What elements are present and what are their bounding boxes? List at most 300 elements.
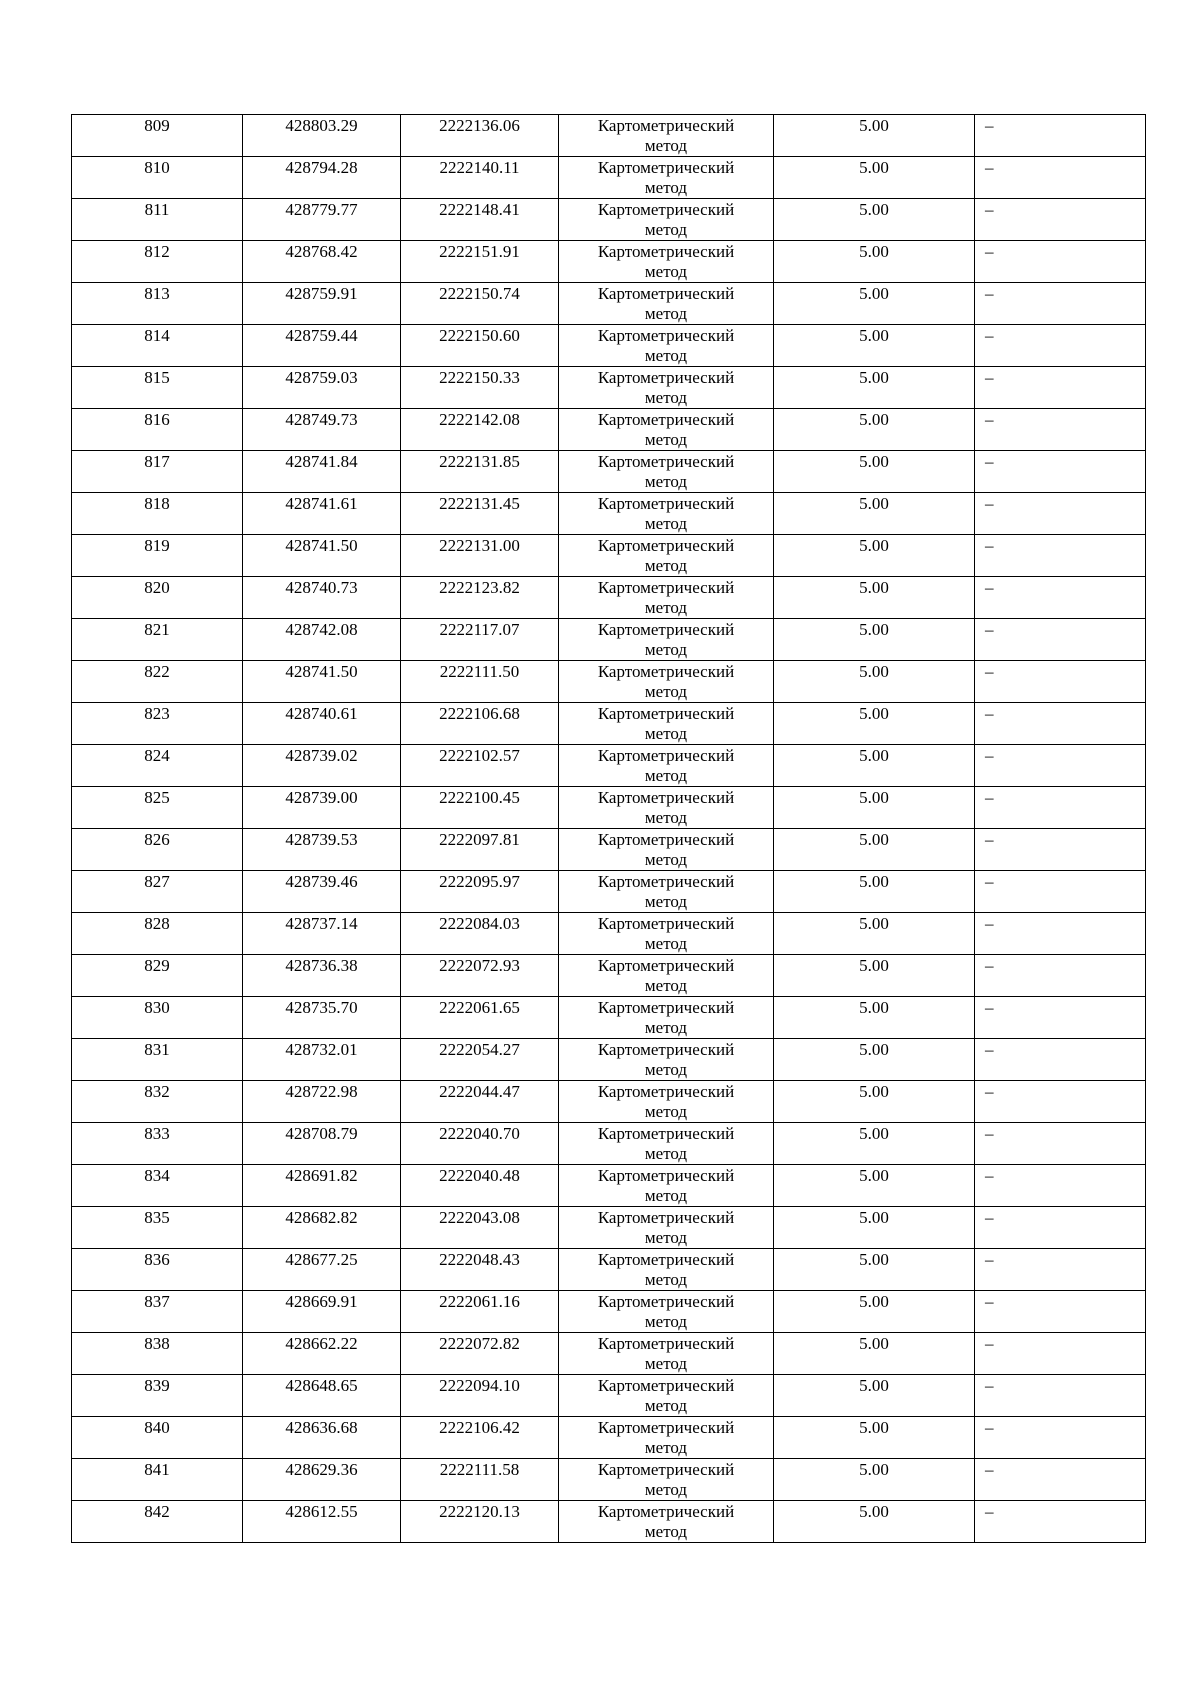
y-coordinate-cell: 2222044.47 (401, 1081, 559, 1123)
x-coordinate-cell: 428779.77 (243, 199, 401, 241)
method-text-line-1: Картометрический (597, 536, 735, 555)
note-cell: – (975, 1501, 1146, 1543)
x-coordinate-cell: 428794.28 (243, 157, 401, 199)
table-row (72, 955, 1146, 997)
table-row (72, 241, 1146, 283)
method-text-line-1: Картометрический (597, 1418, 735, 1437)
accuracy-cell: 5.00 (774, 367, 975, 409)
note-cell: – (975, 241, 1146, 283)
accuracy-cell: 5.00 (774, 283, 975, 325)
x-coordinate-cell: 428739.00 (243, 787, 401, 829)
table-row (72, 493, 1146, 535)
method-text-line-2: метод (644, 1395, 688, 1415)
point-number-cell: 825 (72, 787, 243, 829)
method-text-line-2: метод (644, 723, 688, 743)
method-cell (559, 535, 774, 577)
note-cell: – (975, 1291, 1146, 1333)
point-number-cell: 830 (72, 997, 243, 1039)
point-number-cell: 828 (72, 913, 243, 955)
x-coordinate-cell: 428629.36 (243, 1459, 401, 1501)
note-cell: – (975, 1249, 1146, 1291)
y-coordinate-cell: 2222102.57 (401, 745, 559, 787)
point-number-cell: 819 (72, 535, 243, 577)
accuracy-cell: 5.00 (774, 913, 975, 955)
method-text-line-1: Картометрический (597, 326, 735, 345)
y-coordinate-cell: 2222061.16 (401, 1291, 559, 1333)
table-row (72, 367, 1146, 409)
x-coordinate-cell: 428768.42 (243, 241, 401, 283)
note-cell: – (975, 1333, 1146, 1375)
accuracy-cell: 5.00 (774, 1123, 975, 1165)
accuracy-cell: 5.00 (774, 829, 975, 871)
table-row (72, 1165, 1146, 1207)
table-row (72, 1417, 1146, 1459)
y-coordinate-cell: 2222131.85 (401, 451, 559, 493)
note-cell: – (975, 451, 1146, 493)
table-row (72, 913, 1146, 955)
accuracy-cell: 5.00 (774, 1333, 975, 1375)
y-coordinate-cell: 2222097.81 (401, 829, 559, 871)
y-coordinate-cell: 2222040.48 (401, 1165, 559, 1207)
table-row (72, 703, 1146, 745)
point-number-cell: 837 (72, 1291, 243, 1333)
point-number-cell: 816 (72, 409, 243, 451)
accuracy-cell: 5.00 (774, 955, 975, 997)
y-coordinate-cell: 2222061.65 (401, 997, 559, 1039)
method-text-line-2: метод (644, 807, 688, 827)
note-cell: – (975, 1081, 1146, 1123)
y-coordinate-cell: 2222072.82 (401, 1333, 559, 1375)
method-text-line-2: метод (644, 1521, 688, 1541)
method-text-line-2: метод (644, 1185, 688, 1205)
method-text-line-1: Картометрический (597, 494, 735, 513)
point-number-cell: 827 (72, 871, 243, 913)
y-coordinate-cell: 2222111.50 (401, 661, 559, 703)
method-text-line-2: метод (644, 261, 688, 281)
point-number-cell: 823 (72, 703, 243, 745)
method-cell (559, 1165, 774, 1207)
point-number-cell: 822 (72, 661, 243, 703)
method-text-line-1: Картометрический (597, 956, 735, 975)
method-text-line-1: Картометрический (597, 284, 735, 303)
method-cell (559, 745, 774, 787)
y-coordinate-cell: 2222151.91 (401, 241, 559, 283)
note-cell: – (975, 535, 1146, 577)
y-coordinate-cell: 2222136.06 (401, 115, 559, 157)
table-row (72, 1501, 1146, 1543)
table-row (72, 787, 1146, 829)
accuracy-cell: 5.00 (774, 745, 975, 787)
note-cell: – (975, 115, 1146, 157)
y-coordinate-cell: 2222150.74 (401, 283, 559, 325)
note-cell: – (975, 913, 1146, 955)
method-text-line-1: Картометрический (597, 1082, 735, 1101)
point-number-cell: 836 (72, 1249, 243, 1291)
method-cell (559, 997, 774, 1039)
x-coordinate-cell: 428759.91 (243, 283, 401, 325)
x-coordinate-cell: 428648.65 (243, 1375, 401, 1417)
point-number-cell: 817 (72, 451, 243, 493)
method-cell (559, 241, 774, 283)
method-text-line-2: метод (644, 303, 688, 323)
y-coordinate-cell: 2222094.10 (401, 1375, 559, 1417)
table-row (72, 661, 1146, 703)
method-text-line-1: Картометрический (597, 158, 735, 177)
method-cell (559, 199, 774, 241)
note-cell: – (975, 829, 1146, 871)
method-text-line-1: Картометрический (597, 116, 735, 135)
method-text-line-1: Картометрический (597, 872, 735, 891)
method-text-line-2: метод (644, 1059, 688, 1079)
accuracy-cell: 5.00 (774, 493, 975, 535)
table-row (72, 535, 1146, 577)
method-cell (559, 1459, 774, 1501)
method-text-line-1: Картометрический (597, 1292, 735, 1311)
point-number-cell: 811 (72, 199, 243, 241)
note-cell: – (975, 703, 1146, 745)
accuracy-cell: 5.00 (774, 703, 975, 745)
method-cell (559, 955, 774, 997)
table-row (72, 1207, 1146, 1249)
method-text-line-2: метод (644, 849, 688, 869)
method-cell (559, 1249, 774, 1291)
method-text-line-2: метод (644, 219, 688, 239)
method-text-line-2: метод (644, 765, 688, 785)
point-number-cell: 813 (72, 283, 243, 325)
accuracy-cell: 5.00 (774, 325, 975, 367)
note-cell: – (975, 577, 1146, 619)
method-text-line-1: Картометрический (597, 746, 735, 765)
table-row (72, 199, 1146, 241)
method-cell (559, 1333, 774, 1375)
accuracy-cell: 5.00 (774, 577, 975, 619)
x-coordinate-cell: 428722.98 (243, 1081, 401, 1123)
method-text-line-2: метод (644, 387, 688, 407)
y-coordinate-cell: 2222148.41 (401, 199, 559, 241)
y-coordinate-cell: 2222140.11 (401, 157, 559, 199)
method-cell (559, 325, 774, 367)
accuracy-cell: 5.00 (774, 1249, 975, 1291)
method-text-line-2: метод (644, 933, 688, 953)
y-coordinate-cell: 2222048.43 (401, 1249, 559, 1291)
method-cell (559, 283, 774, 325)
accuracy-cell: 5.00 (774, 241, 975, 283)
table-row (72, 619, 1146, 661)
accuracy-cell: 5.00 (774, 1081, 975, 1123)
note-cell: – (975, 1417, 1146, 1459)
note-cell: – (975, 661, 1146, 703)
table-row (72, 325, 1146, 367)
accuracy-cell: 5.00 (774, 157, 975, 199)
accuracy-cell: 5.00 (774, 1459, 975, 1501)
table-row (72, 1459, 1146, 1501)
note-cell: – (975, 1039, 1146, 1081)
table-row (72, 283, 1146, 325)
method-text-line-2: метод (644, 1353, 688, 1373)
method-text-line-1: Картометрический (597, 410, 735, 429)
method-text-line-2: метод (644, 177, 688, 197)
method-text-line-1: Картометрический (597, 578, 735, 597)
x-coordinate-cell: 428737.14 (243, 913, 401, 955)
method-cell (559, 157, 774, 199)
table-row (72, 829, 1146, 871)
table-row (72, 577, 1146, 619)
x-coordinate-cell: 428677.25 (243, 1249, 401, 1291)
note-cell: – (975, 745, 1146, 787)
method-text-line-1: Картометрический (597, 1166, 735, 1185)
y-coordinate-cell: 2222120.13 (401, 1501, 559, 1543)
x-coordinate-cell: 428736.38 (243, 955, 401, 997)
note-cell: – (975, 1165, 1146, 1207)
method-cell (559, 1291, 774, 1333)
note-cell: – (975, 367, 1146, 409)
method-cell (559, 1081, 774, 1123)
point-number-cell: 814 (72, 325, 243, 367)
table-row (72, 1081, 1146, 1123)
x-coordinate-cell: 428741.50 (243, 535, 401, 577)
point-number-cell: 821 (72, 619, 243, 661)
accuracy-cell: 5.00 (774, 997, 975, 1039)
note-cell: – (975, 955, 1146, 997)
accuracy-cell: 5.00 (774, 115, 975, 157)
accuracy-cell: 5.00 (774, 451, 975, 493)
method-cell (559, 1207, 774, 1249)
point-number-cell: 831 (72, 1039, 243, 1081)
x-coordinate-cell: 428691.82 (243, 1165, 401, 1207)
note-cell: – (975, 1375, 1146, 1417)
table-row (72, 1123, 1146, 1165)
table-row (72, 1249, 1146, 1291)
method-text-line-1: Картометрический (597, 242, 735, 261)
method-text-line-1: Картометрический (597, 1502, 735, 1521)
method-text-line-1: Картометрический (597, 704, 735, 723)
method-text-line-1: Картометрический (597, 662, 735, 681)
accuracy-cell: 5.00 (774, 1375, 975, 1417)
note-cell: – (975, 871, 1146, 913)
table-row (72, 157, 1146, 199)
method-text-line-2: метод (644, 1311, 688, 1331)
point-number-cell: 809 (72, 115, 243, 157)
y-coordinate-cell: 2222142.08 (401, 409, 559, 451)
point-number-cell: 840 (72, 1417, 243, 1459)
point-number-cell: 815 (72, 367, 243, 409)
note-cell: – (975, 283, 1146, 325)
x-coordinate-cell: 428741.84 (243, 451, 401, 493)
method-text-line-1: Картометрический (597, 830, 735, 849)
table-row (72, 1291, 1146, 1333)
note-cell: – (975, 1207, 1146, 1249)
method-text-line-2: метод (644, 429, 688, 449)
table-row (72, 1375, 1146, 1417)
table-row (72, 745, 1146, 787)
y-coordinate-cell: 2222043.08 (401, 1207, 559, 1249)
note-cell: – (975, 199, 1146, 241)
method-text-line-1: Картометрический (597, 1460, 735, 1479)
x-coordinate-cell: 428682.82 (243, 1207, 401, 1249)
x-coordinate-cell: 428759.44 (243, 325, 401, 367)
x-coordinate-cell: 428741.50 (243, 661, 401, 703)
y-coordinate-cell: 2222100.45 (401, 787, 559, 829)
method-text-line-2: метод (644, 471, 688, 491)
x-coordinate-cell: 428739.46 (243, 871, 401, 913)
point-number-cell: 829 (72, 955, 243, 997)
note-cell: – (975, 997, 1146, 1039)
note-cell: – (975, 1459, 1146, 1501)
table-row (72, 409, 1146, 451)
point-number-cell: 834 (72, 1165, 243, 1207)
x-coordinate-cell: 428740.73 (243, 577, 401, 619)
method-cell (559, 1501, 774, 1543)
method-text-line-2: метод (644, 975, 688, 995)
y-coordinate-cell: 2222106.68 (401, 703, 559, 745)
method-cell (559, 409, 774, 451)
method-cell (559, 787, 774, 829)
method-cell (559, 1375, 774, 1417)
y-coordinate-cell: 2222117.07 (401, 619, 559, 661)
y-coordinate-cell: 2222084.03 (401, 913, 559, 955)
table-row (72, 871, 1146, 913)
accuracy-cell: 5.00 (774, 1291, 975, 1333)
accuracy-cell: 5.00 (774, 787, 975, 829)
method-cell (559, 451, 774, 493)
method-text-line-2: метод (644, 1269, 688, 1289)
point-number-cell: 832 (72, 1081, 243, 1123)
table-row (72, 1039, 1146, 1081)
x-coordinate-cell: 428708.79 (243, 1123, 401, 1165)
x-coordinate-cell: 428803.29 (243, 115, 401, 157)
x-coordinate-cell: 428749.73 (243, 409, 401, 451)
accuracy-cell: 5.00 (774, 619, 975, 661)
method-text-line-1: Картометрический (597, 1334, 735, 1353)
method-text-line-1: Картометрический (597, 1124, 735, 1143)
method-text-line-2: метод (644, 555, 688, 575)
y-coordinate-cell: 2222150.33 (401, 367, 559, 409)
point-number-cell: 842 (72, 1501, 243, 1543)
point-number-cell: 839 (72, 1375, 243, 1417)
accuracy-cell: 5.00 (774, 1039, 975, 1081)
coordinates-table (71, 114, 1146, 1543)
method-cell (559, 1417, 774, 1459)
accuracy-cell: 5.00 (774, 1207, 975, 1249)
method-cell (559, 871, 774, 913)
method-text-line-1: Картометрический (597, 620, 735, 639)
method-cell (559, 577, 774, 619)
y-coordinate-cell: 2222040.70 (401, 1123, 559, 1165)
method-text-line-2: метод (644, 639, 688, 659)
note-cell: – (975, 409, 1146, 451)
x-coordinate-cell: 428759.03 (243, 367, 401, 409)
method-cell (559, 1123, 774, 1165)
method-text-line-1: Картометрический (597, 368, 735, 387)
accuracy-cell: 5.00 (774, 871, 975, 913)
method-text-line-2: метод (644, 345, 688, 365)
point-number-cell: 810 (72, 157, 243, 199)
method-cell (559, 1039, 774, 1081)
point-number-cell: 826 (72, 829, 243, 871)
y-coordinate-cell: 2222150.60 (401, 325, 559, 367)
y-coordinate-cell: 2222123.82 (401, 577, 559, 619)
method-text-line-1: Картометрический (597, 1040, 735, 1059)
accuracy-cell: 5.00 (774, 661, 975, 703)
method-text-line-1: Картометрический (597, 914, 735, 933)
table-row (72, 451, 1146, 493)
table-row (72, 1333, 1146, 1375)
x-coordinate-cell: 428612.55 (243, 1501, 401, 1543)
method-cell (559, 619, 774, 661)
point-number-cell: 833 (72, 1123, 243, 1165)
x-coordinate-cell: 428739.02 (243, 745, 401, 787)
method-cell (559, 493, 774, 535)
method-cell (559, 661, 774, 703)
x-coordinate-cell: 428741.61 (243, 493, 401, 535)
point-number-cell: 820 (72, 577, 243, 619)
method-cell (559, 703, 774, 745)
accuracy-cell: 5.00 (774, 1165, 975, 1207)
y-coordinate-cell: 2222131.45 (401, 493, 559, 535)
method-text-line-2: метод (644, 1101, 688, 1121)
note-cell: – (975, 157, 1146, 199)
method-text-line-1: Картометрический (597, 1376, 735, 1395)
y-coordinate-cell: 2222095.97 (401, 871, 559, 913)
x-coordinate-cell: 428742.08 (243, 619, 401, 661)
method-text-line-1: Картометрический (597, 452, 735, 471)
x-coordinate-cell: 428732.01 (243, 1039, 401, 1081)
method-text-line-1: Картометрический (597, 998, 735, 1017)
method-text-line-2: метод (644, 513, 688, 533)
method-text-line-2: метод (644, 1227, 688, 1247)
method-text-line-2: метод (644, 681, 688, 701)
point-number-cell: 835 (72, 1207, 243, 1249)
accuracy-cell: 5.00 (774, 1501, 975, 1543)
table-row (72, 115, 1146, 157)
x-coordinate-cell: 428735.70 (243, 997, 401, 1039)
note-cell: – (975, 493, 1146, 535)
point-number-cell: 818 (72, 493, 243, 535)
y-coordinate-cell: 2222054.27 (401, 1039, 559, 1081)
method-cell (559, 115, 774, 157)
point-number-cell: 824 (72, 745, 243, 787)
note-cell: – (975, 619, 1146, 661)
coordinates-table-body (72, 115, 1146, 1543)
method-text-line-2: метод (644, 597, 688, 617)
method-text-line-1: Картометрический (597, 788, 735, 807)
accuracy-cell: 5.00 (774, 409, 975, 451)
method-text-line-2: метод (644, 891, 688, 911)
method-text-line-2: метод (644, 135, 688, 155)
method-text-line-2: метод (644, 1437, 688, 1457)
point-number-cell: 812 (72, 241, 243, 283)
y-coordinate-cell: 2222106.42 (401, 1417, 559, 1459)
x-coordinate-cell: 428662.22 (243, 1333, 401, 1375)
note-cell: – (975, 325, 1146, 367)
x-coordinate-cell: 428636.68 (243, 1417, 401, 1459)
method-text-line-2: метод (644, 1479, 688, 1499)
note-cell: – (975, 787, 1146, 829)
x-coordinate-cell: 428740.61 (243, 703, 401, 745)
method-text-line-2: метод (644, 1143, 688, 1163)
y-coordinate-cell: 2222131.00 (401, 535, 559, 577)
accuracy-cell: 5.00 (774, 199, 975, 241)
y-coordinate-cell: 2222072.93 (401, 955, 559, 997)
method-text-line-1: Картометрический (597, 1250, 735, 1269)
method-cell (559, 367, 774, 409)
point-number-cell: 841 (72, 1459, 243, 1501)
accuracy-cell: 5.00 (774, 535, 975, 577)
method-cell (559, 913, 774, 955)
accuracy-cell: 5.00 (774, 1417, 975, 1459)
point-number-cell: 838 (72, 1333, 243, 1375)
method-text-line-1: Картометрический (597, 1208, 735, 1227)
